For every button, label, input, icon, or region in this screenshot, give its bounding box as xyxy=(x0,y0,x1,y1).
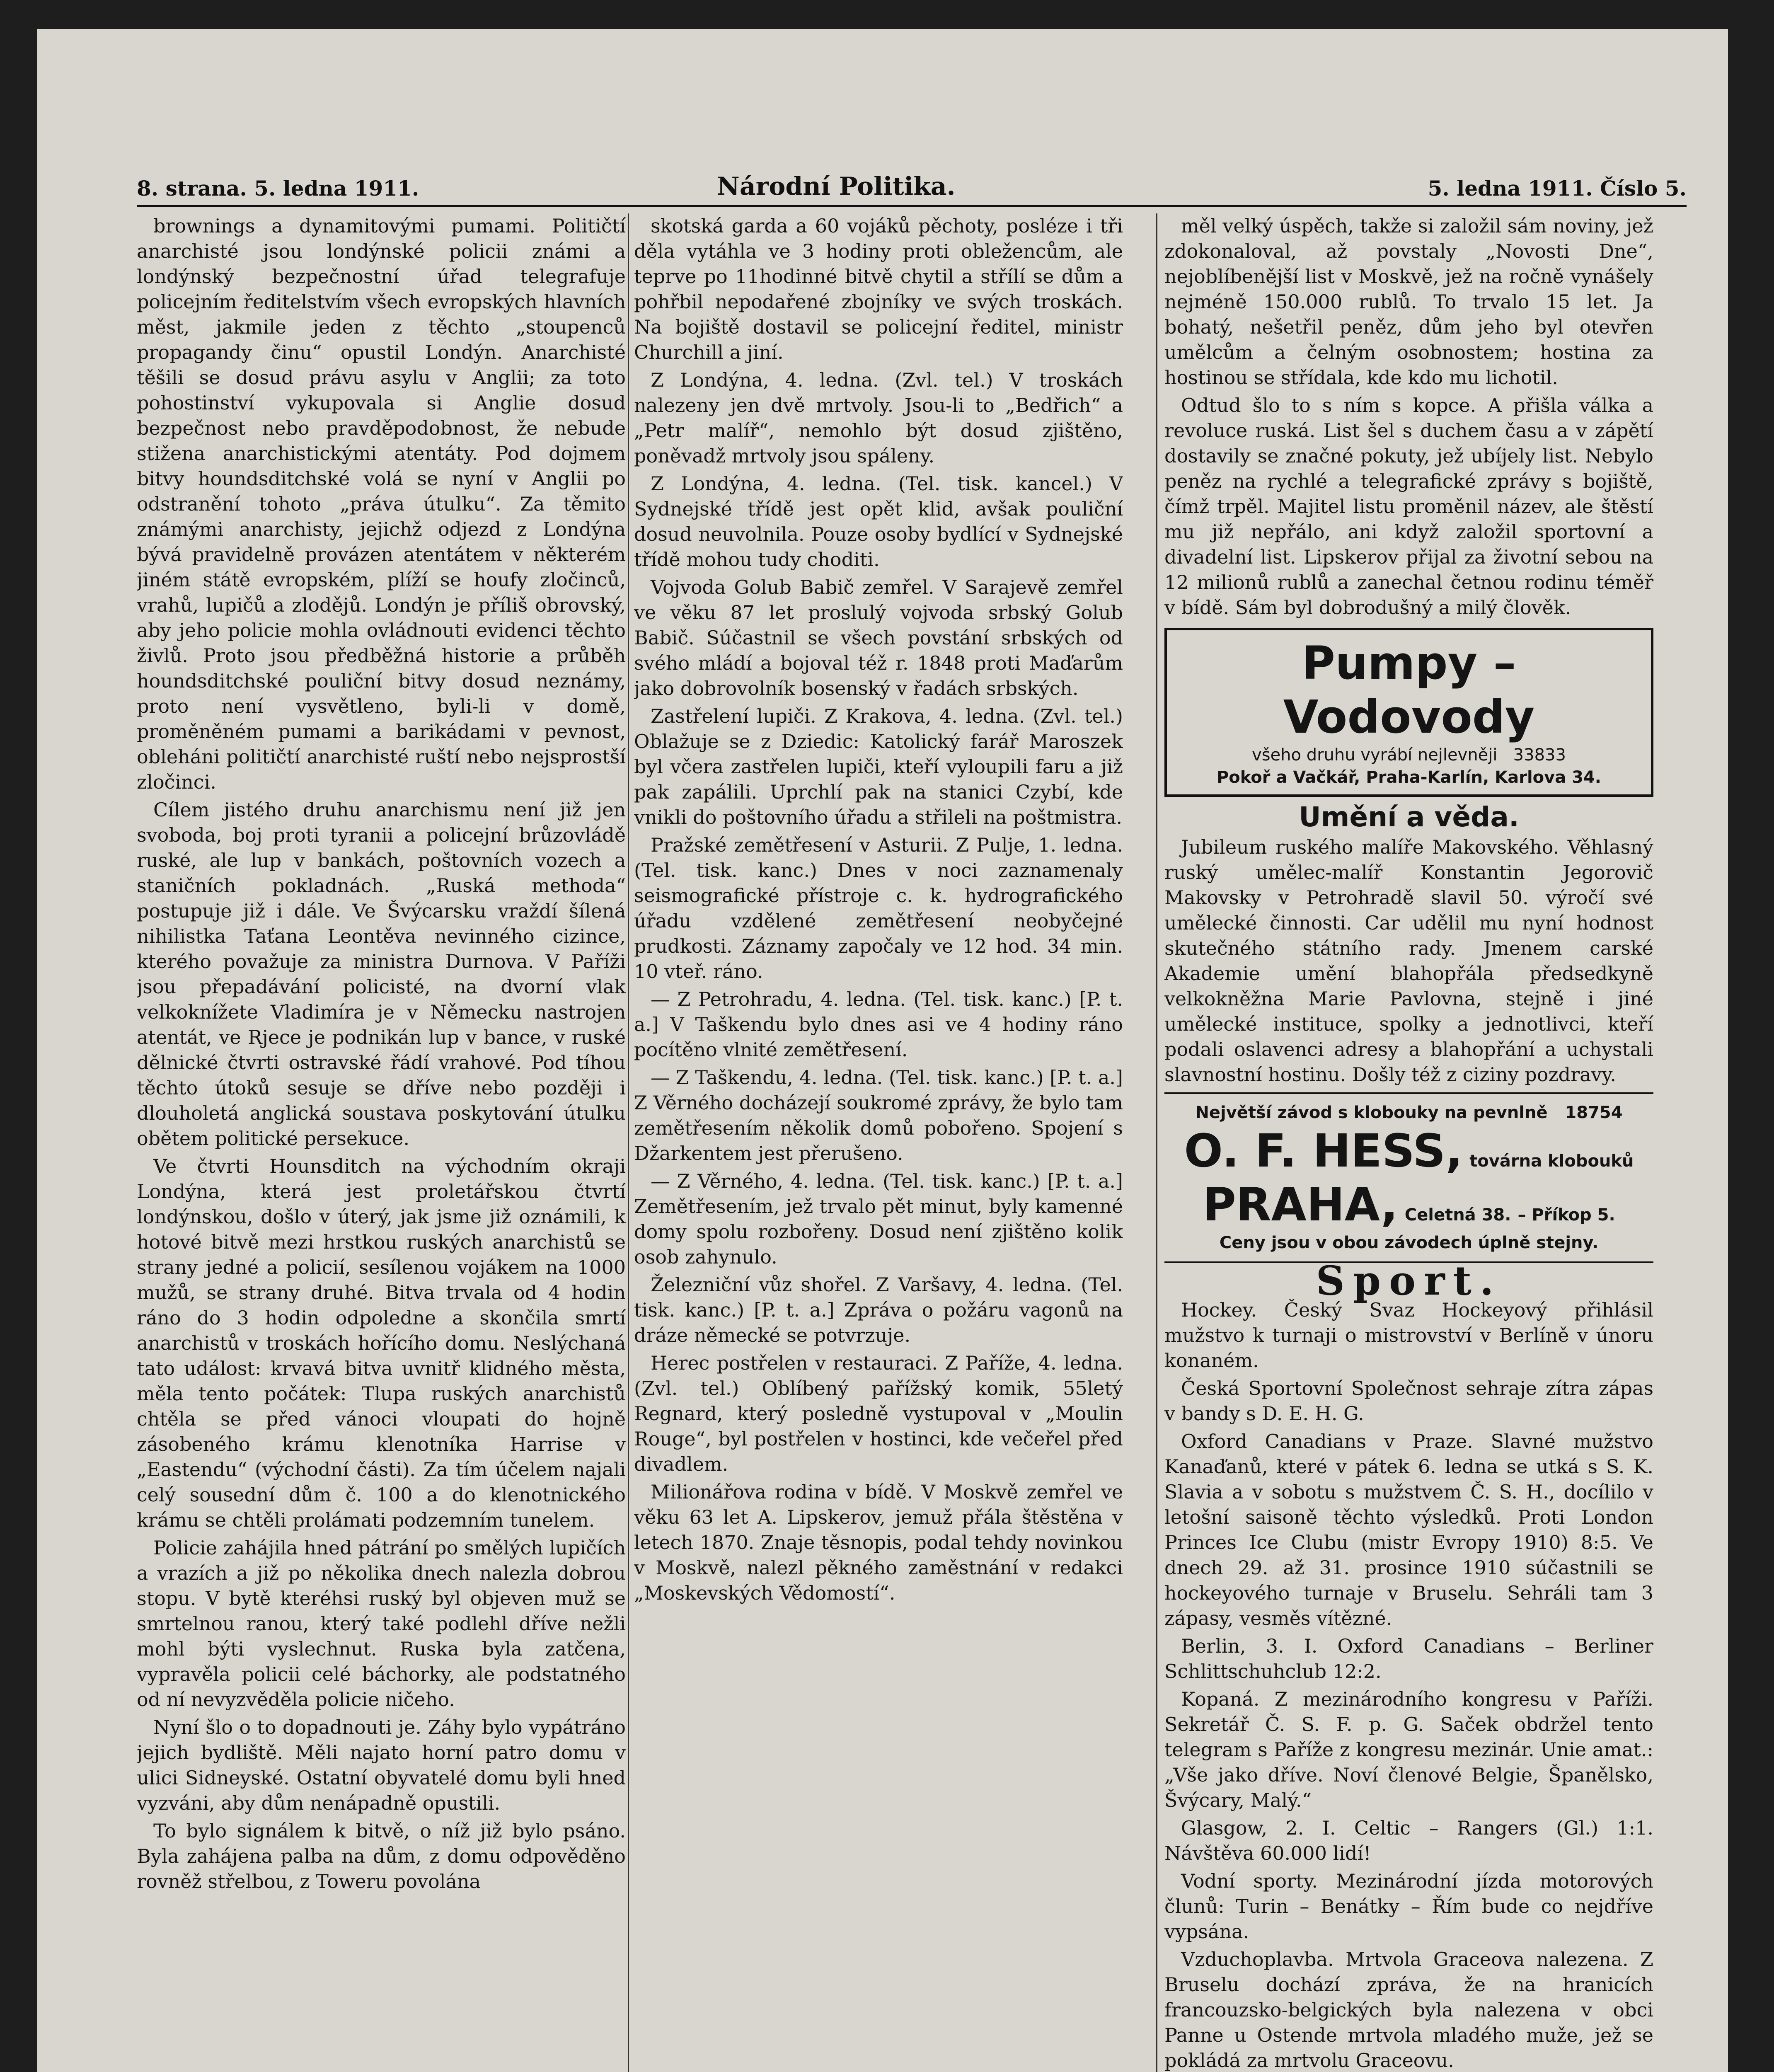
article-paragraph: Česká Sportovní Společnost sehraje zítra zápas v bandy s D. E. H. G. xyxy=(1164,1377,1653,1425)
article-paragraph: Z Londýna, 4. ledna. (Zvl. tel.) V troskách nalezeny jen dvě mrtvoly. Jsou-li to „Bedřich“ a „Petr malíř“, nemohlo být dosud zjištěno, poněvadž mrtvoly jsou spáleny. xyxy=(634,369,1123,467)
article-paragraph: Odtud šlo to s ním s kopce. A přišla válka a revoluce ruská. List šel s duchem času a v zápětí dostavily se značné pokuty, jež ubíjely list. Nebylo peněz na rychlé a telegrafické zprávy s bojiště, čímž trpěl. Majitel listu proměnil název, ale štěstí mu již nepřálo, ani když založil sportovní a divadelní list. Lipskerov přijal za životní sebou na 12 milionů rublů a zanechal četnou rodinu téměř v bídě. Sám byl dobrodušný a milý člověk. xyxy=(1164,394,1653,619)
ad-pumpy-title: Pumpy – Vodovody xyxy=(1283,637,1535,743)
ad-hess-top: Největší závod s klobouky na pevnlně xyxy=(1195,1103,1548,1122)
masthead: Národní Politika. xyxy=(717,172,956,201)
article-paragraph: — Z Věrného, 4. ledna. (Tel. tisk. kanc.) [P. t. a.] Zemětřesením, jež trvalo pět minut, byly kamenné domy spolu rozbořeny. Dosud není zjištěno kolik osob zahynulo. xyxy=(634,1170,1123,1268)
article-paragraph: — Z Taškendu, 4. ledna. (Tel. tisk. kanc.) [P. t. a.] Z Věrného docházejí soukromé zprávy, že bylo tam zemětřesením několik domů pobořeno. Spojení s Džarkentem jest přerušeno. xyxy=(634,1066,1123,1164)
article-paragraph: Cílem jistého druhu anarchismu není již jen svoboda, boj proti tyranii a policejní brůzovládě ruské, ale lup v bankách, poštovních vozech a staničních pokladnách. „Ruská methoda“ postupuje již i dále. Ve Švýcarsku vraždí šílená nihilistka Taťana Leontěva nevinného cizince, kterého považuje za ministra Durnova. V Paříži jsou přepadávání policisté, na dvorní vlak velkoknížete Vladimíra je v Německu nastrojen atentát, ve Rjece je podnikán lup v bance, v ruské dělnické čtvrti ostravské řádí vrahové. Pod tíhou těchto útoků sesuje se dříve nebo později i dlouholetá anglická soustava poskytování útulku obětem politické persekuce. xyxy=(137,799,626,1150)
article-paragraph: Hockey. Český Svaz Hockeyový přihlásil mužstvo k turnaji o mistrovství v Berlíně v únoru konaném. xyxy=(1164,1299,1653,1372)
column-3 xyxy=(1164,213,1653,2072)
article-paragraph: Berlin, 3. I. Oxford Canadians – Berliner Schlittschuhclub 12:2. xyxy=(1164,1635,1653,1682)
article-paragraph: brownings a dynamitovými pumami. Političtí anarchisté jsou londýnské policii známi a londýnský bezpečnostní úřad telegrafuje policejním ředitelstvím všech evropských hlavních měst, jakmile jeden z těchto „stoupenců propagandy činu“ opustil Londýn. Anarchisté těšili se dosud právu asylu v Anglii; za toto pohostinství vykupovala si Anglie dosud bezpečnost nebo pravděpodobnost, že nebude stižena anarchistickými atentáty. Pod dojmem bitvy houndsditchské volá se nyní v Anglii po odstranění tohoto „práva útulku“. Za těmito známými anarchisty, jejichž odjezd z Londýna bývá pravidelně provázen atentátem v některém jiném státě evropském, plíží se houfy zločinců, vrahů, lupičů a zlodějů. Londýn je příliš obrovský, aby jeho policie mohla ovládnouti evidenci těchto živlů. Proto jsou předběžná historie a průběh houndsditchské pouliční bitvy dosud neznámy, proto není vysvětleno, byli-li v domě, proměněném pumami a barikádami v pevnost, obleháni političtí anarchisté ruští nebo nejsprostší zločinci. xyxy=(137,215,626,793)
article-paragraph: To bylo signálem k bitvě, o níž již bylo psáno. Byla zahájena palba na dům, z domu odpověděno rovněž střelbou, z Toweru povolána xyxy=(137,1820,626,1893)
ad-pumpy-line1: všeho druhu vyrábí nejlevněji xyxy=(1252,746,1498,765)
article-paragraph: Z Londýna, 4. ledna. (Tel. tisk. kancel.) V Sydnejské třídě jest opět klid, avšak pouliční dosud neuvolnila. Pouze osoby bydlící v Sydnejské třídě mohou tudy choditi. xyxy=(634,472,1123,571)
section-title-sport: Sport. xyxy=(1316,1257,1502,1304)
page-header xyxy=(137,168,1687,207)
ad-hess-mid: továrna klobouků xyxy=(1469,1152,1634,1171)
column-rule xyxy=(1156,213,1157,2072)
article-paragraph: Jubileum ruského malíře Makovského. Věhlasný ruský umělec-malíř Konstantin Jegorovič Makovsky v Petrohradě slavil 50. výročí své umělecké činnosti. Car udělil mu nyní hodnost skutečného státního rady. Jmenem carské Akademie umění blahopřála předsedkyně velkokněžna Marie Pavlovna, stejně i jiné umělecké instituce, spolky a jednotlivci, kteří podali oslavenci adresy a blahopřání a uchystali slavnostní hostinu. Došly též z ciziny pozdravy. xyxy=(1164,836,1653,1086)
ad-hess-code: 18754 xyxy=(1565,1103,1623,1122)
ad-hess-addr1: Celetná 38. xyxy=(1404,1205,1511,1225)
article-paragraph: Vodní sporty. Mezinárodní jízda motorových člunů: Turin – Benátky – Řím bude co nejdříve vypsána. xyxy=(1164,1870,1653,1943)
ad-hess-bottom: Ceny jsou v obou závodech úplně stejny. xyxy=(1219,1233,1599,1252)
column-2 xyxy=(634,213,1123,2072)
ad-hess-city: PRAHA, xyxy=(1203,1178,1398,1231)
article-paragraph: Kopaná. Z mezinárodního kongresu v Paříži. Sekretář Č. S. F. p. G. Saček obdržel tento telegram s Paříže z kongresu mezinár. Unie amat.: „Vše jako dříve. Noví členové Belgie, Španělsko, Švýcary, Malý.“ xyxy=(1164,1688,1653,1811)
article-paragraph: Vzduchoplavba. Mrtvola Graceova nalezena. Z Bruselu dochází zpráva, že na hranicích francouzsko-belgických byla nalezena v obci Panne u Ostende mrtvola mladého muže, jež se pokládá za mrtvolu Graceovu. xyxy=(1164,1948,1653,2072)
article-paragraph: Nyní šlo o to dopadnouti je. Záhy bylo vypátráno jejich bydliště. Měli najato horní patro domu v ulici Sidneyské. Ostatní obyvatelé domu byli hned vyzváni, aby dům nenápadně opustili. xyxy=(137,1716,626,1814)
divider xyxy=(1164,1092,1653,1094)
article-paragraph: Policie zahájila hned pátrání po smělých lupičích a vrazích a již po několika dnech nalezla dobrou stopu. V bytě kteréhsi ruský byl objeven muž se smrtelnou ranou, který také podlehl dříve nežli mohl býti vyslechnut. Ruska byla zatčena, vypravěla policii celé báchorky, ale podstatného od ní nevyzvěděla policie ničeho. xyxy=(137,1537,626,1711)
header-left: 8. strana. 5. ledna 1911. xyxy=(137,176,419,201)
article-paragraph: Železniční vůz shořel. Z Varšavy, 4. ledna. (Tel. tisk. kanc.) [P. t. a.] Zpráva o požáru vagonů na dráze německé se potvrzuje. xyxy=(634,1273,1123,1346)
article-paragraph: Milionářova rodina v bídě. V Moskvě zemřel ve věku 63 let A. Lipskerov, jemuž přála štěstěna v letech 1870. Znaje těsnopis, podal tehdy novinkou v Moskvě, nalezl pěkného zaměstnání v redakci „Moskevských Vědomostí“. xyxy=(634,1481,1123,1604)
article-paragraph: Zastřelení lupiči. Z Krakova, 4. ledna. (Zvl. tel.) Oblažuje se z Dziedic: Katolický farář Maroszek byl včera zastřelen lupiči, kteří vyloupili faru a již pak zapálili. Uprchlí pak na stanici Czybí, kde vnikli do poštovního úřadu a střileli na poštmistra. xyxy=(634,705,1123,828)
article-paragraph: — Z Petrohradu, 4. ledna. (Tel. tisk. kanc.) [P. t. a.] V Taškendu bylo dnes asi ve 4 hodiny ráno pocítěno vlnité zemětřesení. xyxy=(634,988,1123,1061)
ad-hess xyxy=(1164,1101,1653,1254)
article-paragraph: Ve čtvrti Hounsditch na východním okraji Londýna, která jest proletářskou čtvrtí londýnskou, došlo v úterý, jak jsme již oznámili, k hotové bitvě mezi hrstkou ruských anarchistů se strany jedné a policií, sesílenou vojákem na 1000 mužů, se strany druhé. Bitva trvala od 4 hodin ráno do 3 hodin odpoledne a skončila smrtí anarchistů v troskách hořícího domu. Neslýchaná tato událost: krvavá bitva uvnitř klidného města, měla tento počátek: Tlupa ruských anarchistů chtěla se před vánoci vloupati do hojně zásobeného krámu klenotníka Harrise v „Eastendu“ (východní části). Za tím účelem najali celý sousední dům č. 100 a do klenotnického krámu se chtěli prolámati podzemním tunelem. xyxy=(137,1155,626,1531)
article-paragraph: Oxford Canadians v Praze. Slavné mužstvo Kanaďanů, které v pátek 6. ledna se utká s S. K. Slavia a v sobotu s mužstvem Č. S. H., docílilo v letošní saisoně těchto výsledků. Proti London Princes Ice Clubu (mistr Evropy 1910) 8:5. Ve dnech 29. až 31. prosince 1910 súčastnili se hockeyového turnaje v Bruselu. Sehráli tam 3 zápasy, vesměs vítězné. xyxy=(1164,1430,1653,1629)
column-rule xyxy=(628,213,629,2072)
header-right: 5. ledna 1911. Číslo 5. xyxy=(1428,176,1687,201)
article-paragraph: Glasgow, 2. I. Celtic – Rangers (Gl.) 1:1. Návštěva 60.000 lidí! xyxy=(1164,1817,1653,1864)
section-title-umeni: Umění a věda. xyxy=(1299,801,1519,833)
newspaper-page xyxy=(37,29,1728,2072)
article-paragraph: skotská garda a 60 vojáků pěchoty, posléze i tři děla vytáhla ve 3 hodiny proti obležencům, ale teprve po 11hodinné bitvě chytil a střílí se dům a pohřbil nepodařené zbojníky ve svých troskách. Na bojiště dostavil se policejní ředitel, ministr Churchill a jiní. xyxy=(634,215,1123,363)
column-1 xyxy=(137,213,626,2072)
article-paragraph: měl velký úspěch, takže si založil sám noviny, jež zdokonaloval, až povstaly „Novosti Dne“, nejoblíbenější list v Moskvě, jež na ročně vynášely nejméně 150.000 rublů. To trvalo 15 let. Ja bohatý, nešetřil peněz, dům jeho byl otevřen umělcům a čelným osobnostem; hostina za hostinou se střídala, kde kdo mu lichotil. xyxy=(1164,215,1653,389)
ad-pumpy-address: Pokoř a Vačkář, Praha-Karlín, Karlova 34. xyxy=(1216,768,1601,787)
ad-hess-name: O. F. HESS, xyxy=(1184,1124,1463,1177)
ad-pumpy-vodovody xyxy=(1164,628,1653,797)
ad-hess-addr2: – Příkop 5. xyxy=(1517,1205,1615,1225)
article-paragraph: Pražské zemětřesení v Asturii. Z Pulje, 1. ledna. (Tel. tisk. kanc.) Dnes v noci zaznamenaly seismografické přístroje c. k. hydrografického úřadu vzdělené zemětřesení neobyčejné prudkosti. Záznamy započaly ve 12 hod. 34 min. 10 vteř. ráno. xyxy=(634,834,1123,983)
article-paragraph: Vojvoda Golub Babič zemřel. V Sarajevě zemřel ve věku 87 let proslulý vojvoda srbský Golub Babič. Súčastnil se všech povstání srbských od svého mládí a bojoval též r. 1848 proti Maďarům jako dobrovolník bosenský v řadách srbských. xyxy=(634,576,1123,700)
article-paragraph: Herec postřelen v restauraci. Z Paříže, 4. ledna. (Zvl. tel.) Oblíbený pařížský komik, 55letý Regnard, který posledně vystupoval v „Moulin Rouge“, byl postřelen v hostinci, kde večeřel před divadlem. xyxy=(634,1352,1123,1475)
ad-pumpy-code: 33833 xyxy=(1513,746,1566,765)
